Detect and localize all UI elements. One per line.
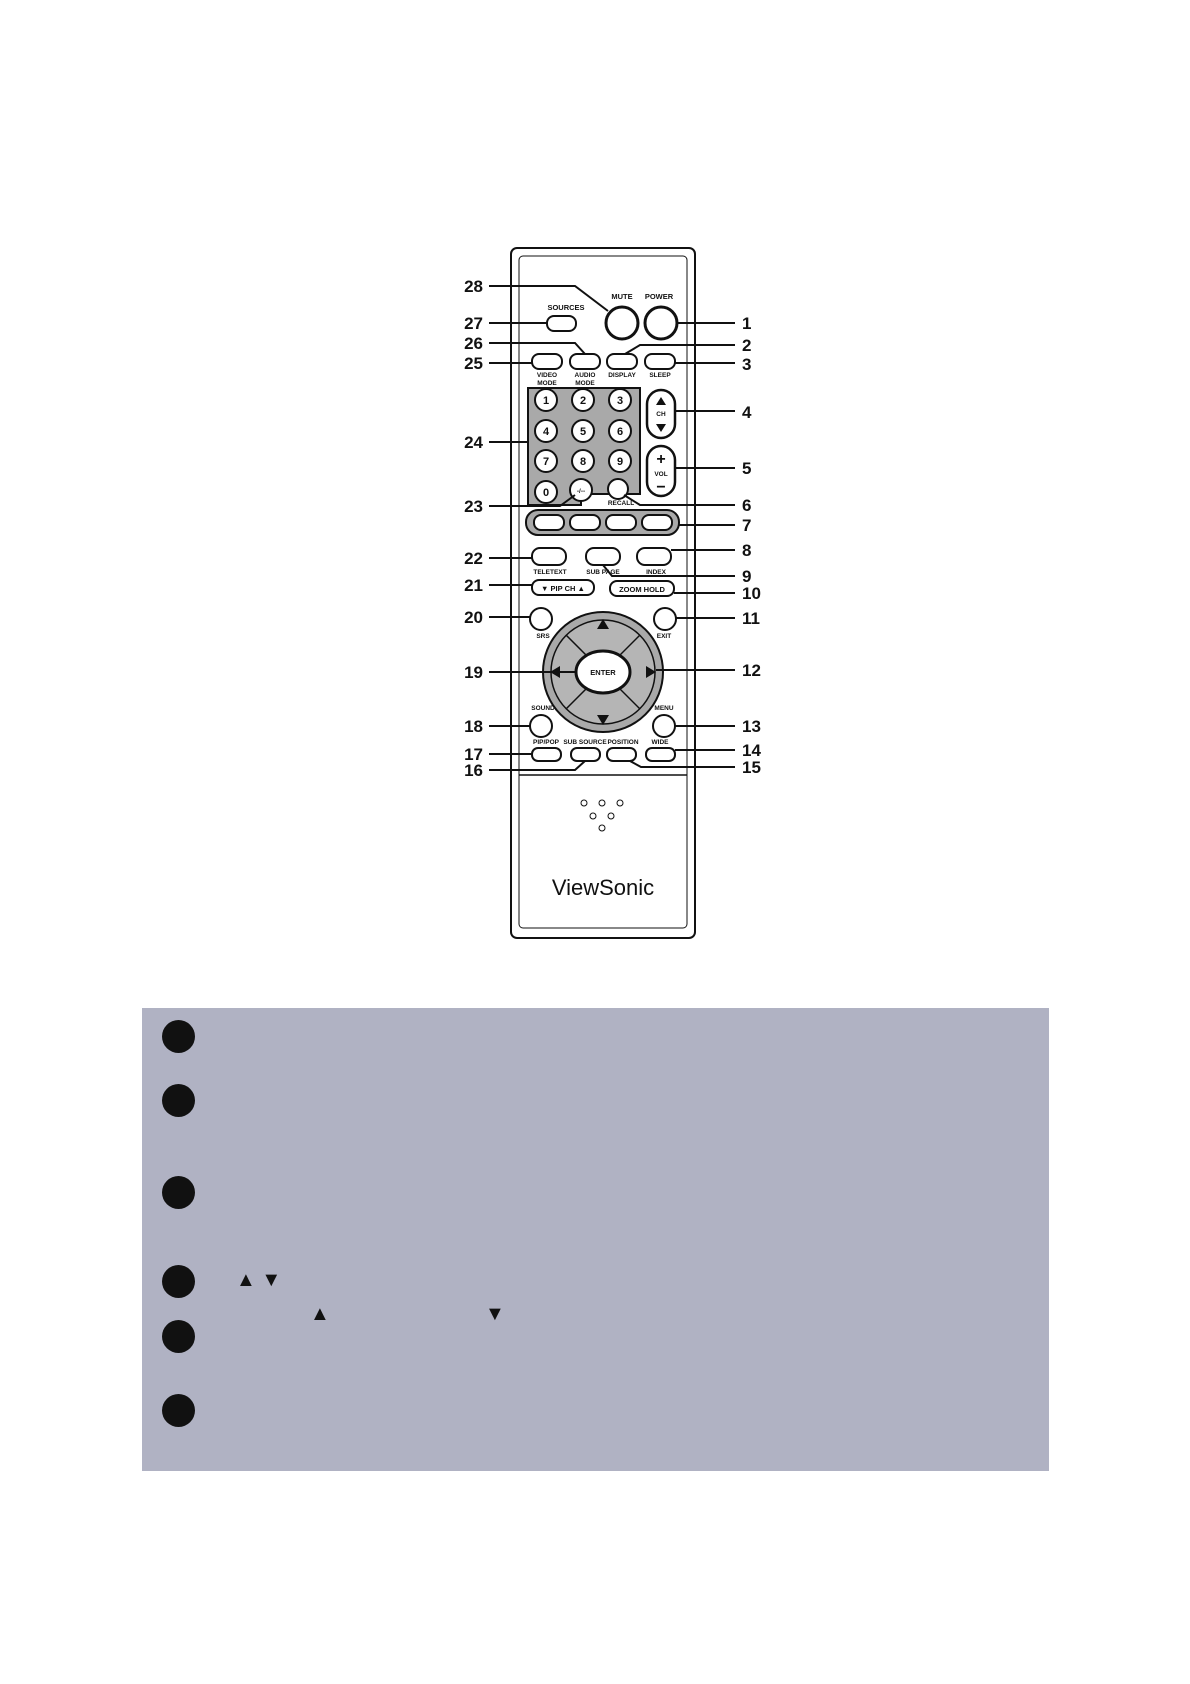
callout-26: 26 — [464, 334, 483, 353]
callout-10: 10 — [742, 584, 761, 603]
exit-label: EXIT — [656, 633, 672, 640]
video-mode-label-2: MODE — [537, 380, 557, 387]
menu-button[interactable] — [653, 715, 675, 737]
callout-13: 13 — [742, 717, 761, 736]
callout-22: 22 — [464, 549, 483, 568]
sources-label: SOURCES — [547, 303, 585, 312]
callout-4: 4 — [742, 403, 752, 422]
color-button-4[interactable] — [642, 515, 672, 530]
index-button[interactable] — [637, 548, 671, 565]
callout-27: 27 — [464, 314, 483, 333]
power-button[interactable] — [645, 307, 677, 339]
teletext-button[interactable] — [532, 548, 566, 565]
sound-label: SOUND — [531, 705, 555, 712]
index-label: INDEX — [646, 569, 666, 576]
callout-24: 24 — [464, 433, 483, 452]
callout-9: 9 — [742, 567, 752, 586]
number-key-label-4: 4 — [542, 426, 550, 438]
sleep-label: SLEEP — [649, 372, 671, 379]
wide-button[interactable] — [646, 748, 675, 761]
wide-label: WIDE — [651, 739, 669, 746]
callout-25: 25 — [464, 354, 483, 373]
recall-label: RECALL — [607, 500, 635, 507]
srs-label: SRS — [536, 633, 550, 640]
dash-label: -/-- — [576, 488, 586, 495]
number-key-label-0: 0 — [542, 487, 550, 499]
menu-label: MENU — [654, 705, 674, 712]
position-button[interactable] — [607, 748, 636, 761]
sleep-button[interactable] — [645, 354, 675, 369]
legend-bullet-4 — [162, 1265, 195, 1298]
legend-up-arrow-icon: ▲ — [310, 1303, 330, 1325]
volume-plus-icon: + — [656, 451, 666, 468]
sub-page-button[interactable] — [586, 548, 620, 565]
callout-5: 5 — [742, 459, 752, 478]
sources-button[interactable] — [547, 316, 576, 331]
callout-17: 17 — [464, 745, 483, 764]
number-key-label-3: 3 — [616, 395, 624, 407]
mute-button[interactable] — [606, 307, 638, 339]
number-key-label-5: 5 — [579, 426, 587, 438]
callout-19: 19 — [464, 663, 483, 682]
legend-bullet-2 — [162, 1084, 195, 1117]
pip-pop-button[interactable] — [532, 748, 561, 761]
channel-label: CH — [656, 411, 666, 418]
callout-23: 23 — [464, 497, 483, 516]
position-label: POSITION — [607, 739, 639, 746]
video-mode-button[interactable] — [532, 354, 562, 369]
number-key-label-2: 2 — [579, 395, 587, 407]
zoom-hold-label: ZOOM HOLD — [619, 585, 665, 594]
srs-button[interactable] — [530, 608, 552, 630]
teletext-label: TELETEXT — [533, 569, 567, 576]
callout-3: 3 — [742, 355, 752, 374]
callout-16: 16 — [464, 761, 483, 780]
callout-20: 20 — [464, 608, 483, 627]
legend-bullet-5 — [162, 1320, 195, 1353]
number-key-label-1: 1 — [542, 395, 550, 407]
volume-label: VOL — [654, 471, 668, 478]
number-key-label-8: 8 — [579, 456, 587, 468]
volume-minus-icon: − — [656, 479, 666, 496]
callout-14: 14 — [742, 741, 761, 760]
callout-1: 1 — [742, 314, 752, 333]
display-label: DISPLAY — [608, 372, 636, 379]
number-key-label-6: 6 — [616, 426, 624, 438]
color-button-2[interactable] — [570, 515, 600, 530]
audio-mode-label-1: AUDIO — [574, 372, 596, 379]
display-button[interactable] — [607, 354, 637, 369]
callout-18: 18 — [464, 717, 483, 736]
callout-28: 28 — [464, 277, 483, 296]
brand-logo: ViewSonic — [551, 875, 655, 900]
legend-up-down-arrows-icon: ▲ ▼ — [236, 1269, 282, 1291]
callout-11: 11 — [742, 609, 760, 628]
callout-2: 2 — [742, 336, 752, 355]
legend-down-arrow-icon: ▼ — [485, 1303, 505, 1325]
color-button-3[interactable] — [606, 515, 636, 530]
number-key-label-7: 7 — [542, 456, 550, 468]
audio-mode-button[interactable] — [570, 354, 600, 369]
pip-pop-label: PIP/POP — [532, 739, 560, 746]
color-button-1[interactable] — [534, 515, 564, 530]
callout-15: 15 — [742, 758, 761, 777]
legend-bullet-3 — [162, 1176, 195, 1209]
legend-bullet-6 — [162, 1394, 195, 1427]
sub-source-button[interactable] — [571, 748, 600, 761]
video-mode-label-1: VIDEO — [536, 372, 558, 379]
sub-source-label: SUB SOURCE — [563, 739, 607, 746]
audio-mode-label-2: MODE — [575, 380, 595, 387]
mute-label: MUTE — [611, 292, 633, 301]
legend-panel — [142, 1008, 1049, 1471]
callout-8: 8 — [742, 541, 752, 560]
callout-6: 6 — [742, 496, 752, 515]
sound-button[interactable] — [530, 715, 552, 737]
number-key-label-9: 9 — [616, 456, 624, 468]
power-label: POWER — [644, 292, 674, 301]
sub-page-label: SUB PAGE — [586, 569, 620, 576]
exit-button[interactable] — [654, 608, 676, 630]
callout-21: 21 — [464, 576, 483, 595]
legend-bullet-1 — [162, 1020, 195, 1053]
callout-7: 7 — [742, 516, 752, 535]
callout-12: 12 — [742, 661, 761, 680]
pip-channel-label: ▼ PIP CH ▲ — [541, 584, 585, 593]
enter-label: ENTER — [590, 668, 616, 677]
